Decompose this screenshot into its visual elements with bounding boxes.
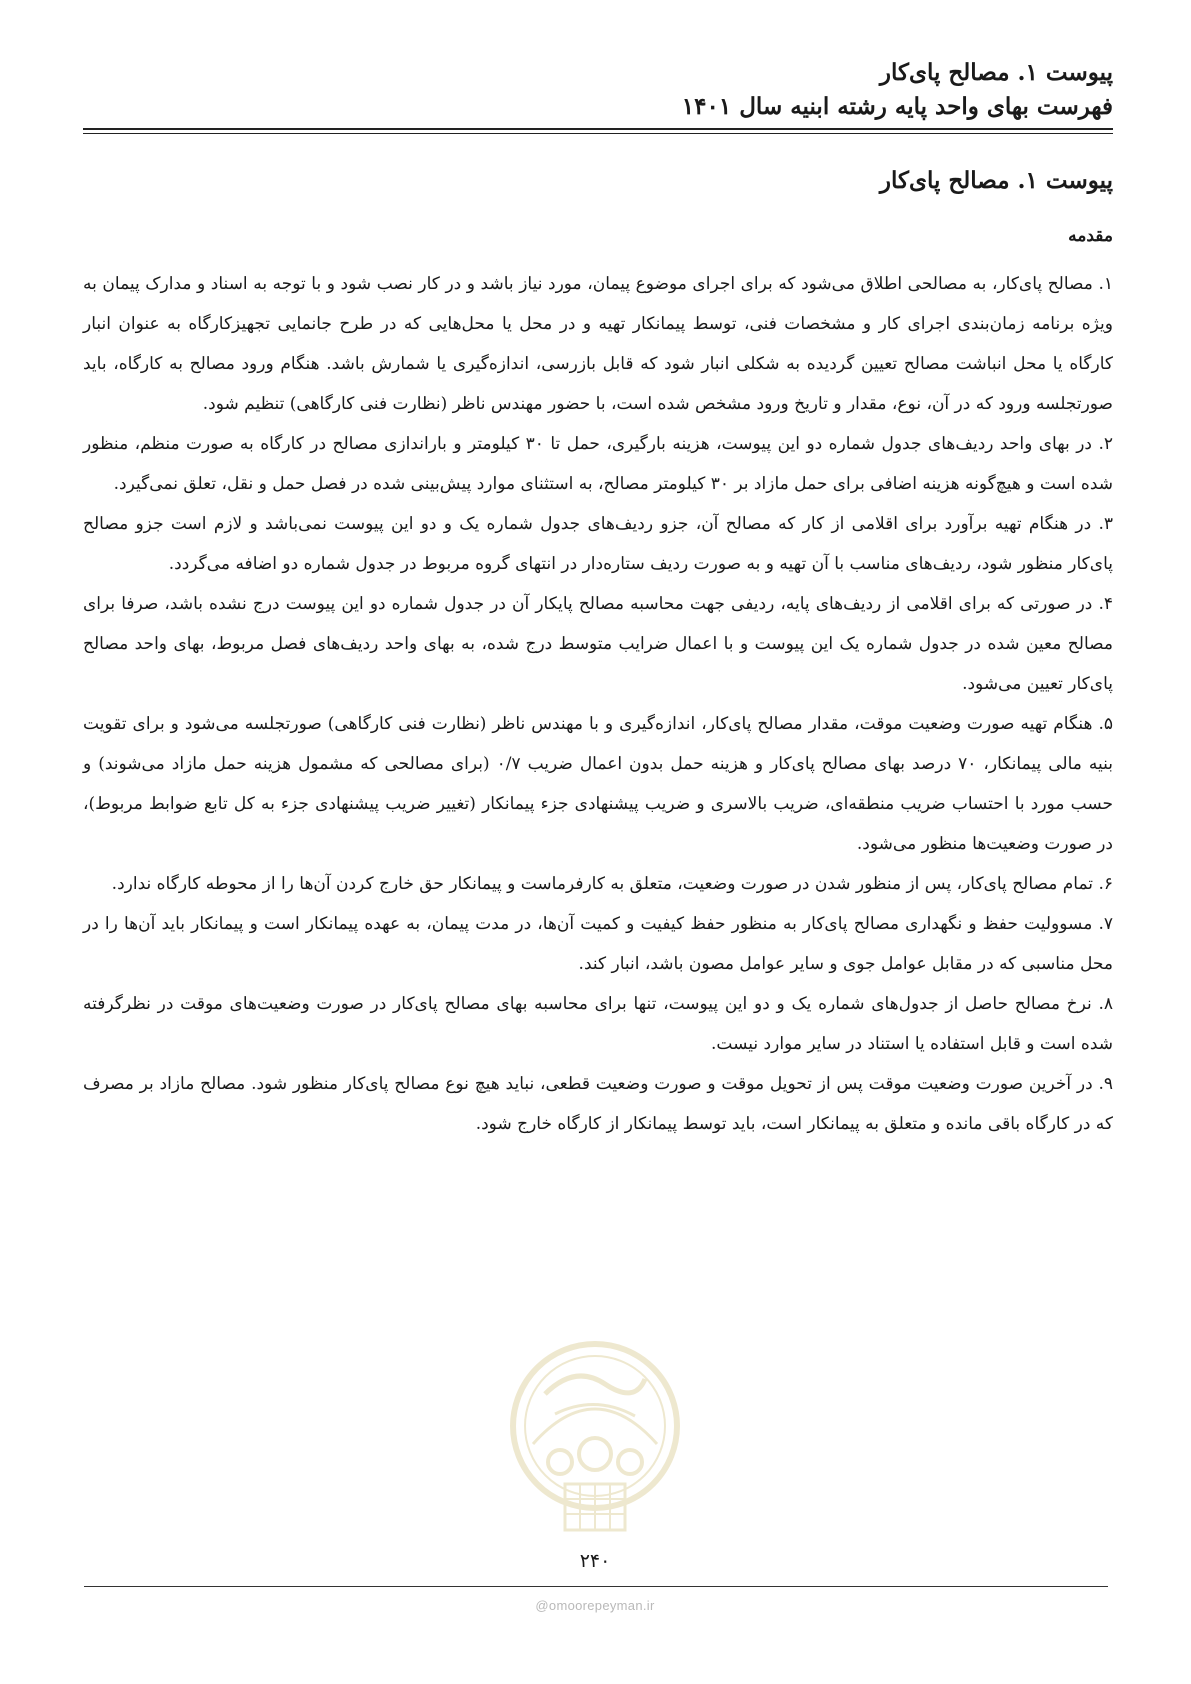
header-title: پیوست ۱. مصالح پای‌کار bbox=[879, 59, 1113, 86]
paragraph-3: ۳. در هنگام تهیه برآورد برای اقلامی از کار که مصالح آن، جزو ردیف‌های جدول شماره یک و دو این پیوست نمی‌باشد و لازم است جزو مصالح پای‌کار منظور شود، ردیف‌های مناسب با آن تهیه و به صورت ردیف ستاره‌دار در انتهای گروه مربوط در جدول شماره دو اضافه می‌گردد. bbox=[83, 514, 1113, 574]
body-text bbox=[83, 264, 1113, 1144]
paragraph-1: ۱. مصالح پای‌کار، به مصالحی اطلاق می‌شود که برای اجرای موضوع پیمان، مورد نیاز باشد و در کار نصب شود و با توجه به اسناد و مدارک پیمان به ویژه برنامه زمان‌بندی اجرای کار و مشخصات فنی، توسط پیمانکار تهیه و در محل یا محل‌هایی که در طرح جانمایی تجهیزکارگاه به عنوان انبار کارگاه یا محل انباشت مصالح تعیین گردیده به شکلی انبار شود که قابل بازرسی، اندازه‌گیری یا شمارش باشد. هنگام ورود مصالح به کارگاه، باید صورتجلسه ورود که در آن، نوع، مقدار و تاریخ ورود مشخص شده است، با حضور مهندس ناظر (نظارت فنی کارگاهی) تنظیم شود. bbox=[83, 274, 1113, 414]
watermark-text: @omoorepeyman.ir bbox=[535, 1598, 655, 1613]
header-rule-thick bbox=[83, 128, 1113, 130]
paragraph-6: ۶. تمام مصالح پای‌کار، پس از منظور شدن در صورت وضعیت، متعلق به کارفرماست و پیمانکار حق خارج کردن آن‌ها را از محوطه کارگاه ندارد. bbox=[111, 874, 1113, 894]
paragraph-2: ۲. در بهای واحد ردیف‌های جدول شماره دو این پیوست، هزینه بارگیری، حمل تا ۳۰ کیلومتر و باراندازی مصالح در کارگاه به صورت منظم، منظور شده است و هیچ‌گونه هزینه اضافی برای حمل مازاد بر ۳۰ کیلومتر مصالح، به استثنای موارد پیش‌بینی شده در فصل حمل و نقل، تعلق نمی‌گیرد. bbox=[83, 434, 1113, 494]
paragraph-7: ۷. مسوولیت حفظ و نگهداری مصالح پای‌کار به منظور حفظ کیفیت و کمیت آن‌ها، در مدت پیمان، به عهده پیمانکار است و پیمانکار باید آن‌ها را در محل مناسبی که در مقابل عوامل جوی و سایر عوامل مصون باشد، انبار کند. bbox=[83, 914, 1113, 974]
paragraph-8: ۸. نرخ مصالح حاصل از جدول‌های شماره یک و دو این پیوست، تنها برای محاسبه بهای مصالح پای‌کار در صورت وضعیت‌های موقت در نظرگرفته شده است و قابل استفاده یا استناد در سایر موارد نیست. bbox=[83, 994, 1113, 1054]
paragraph-9: ۹. در آخرین صورت وضعیت موقت پس از تحویل موقت و صورت وضعیت قطعی، نباید هیچ نوع مصالح پای‌کار منظور شود. مصالح مازاد بر مصرف که در کارگاه باقی مانده و متعلق به پیمانکار است، باید توسط پیمانکار از کارگاه خارج شود. bbox=[83, 1074, 1113, 1134]
paragraph-4: ۴. در صورتی که برای اقلامی از ردیف‌های پایه، ردیفی جهت محاسبه مصالح پایکار آن در جدول شماره دو این پیوست درج نشده باشد، صرفا برای مصالح معین شده در جدول شماره یک این پیوست و با اعمال ضرایب متوسط درج شده، به بهای واحد ردیف‌های فصل مربوط، بهای واحد مصالح پای‌کار تعیین می‌شود. bbox=[83, 594, 1113, 694]
header-subtitle: فهرست بهای واحد پایه رشته ابنیه سال ۱۴۰۱ bbox=[681, 93, 1113, 120]
seal-logo-icon bbox=[505, 1334, 685, 1546]
footer-rule bbox=[84, 1586, 1108, 1587]
page-number: ۲۴۰ bbox=[579, 1550, 611, 1572]
intro-heading: مقدمه bbox=[1068, 226, 1113, 246]
header-rule-thin bbox=[83, 133, 1113, 134]
section-title: پیوست ۱. مصالح پای‌کار bbox=[879, 167, 1113, 194]
running-header bbox=[83, 56, 1113, 124]
paragraph-5: ۵. هنگام تهیه صورت وضعیت موقت، مقدار مصالح پای‌کار، اندازه‌گیری و با مهندس ناظر (نظارت فنی کارگاهی) صورتجلسه می‌شود و برای تقویت بنیه مالی پیمانکار، ۷۰ درصد بهای مصالح پای‌کار و هزینه حمل بدون اعمال ضریب ۰/۷ (برای مصالحی که مشمول هزینه حمل مازاد می‌شوند) و حسب مورد با احتساب ضریب منطقه‌ای، ضریب بالاسری و ضریب پیشنهادی جزء پیمانکار (تغییر ضریب پیشنهادی جزء به کل تابع ضوابط مربوط)، در صورت وضعیت‌ها منظور می‌شود. bbox=[83, 714, 1113, 854]
